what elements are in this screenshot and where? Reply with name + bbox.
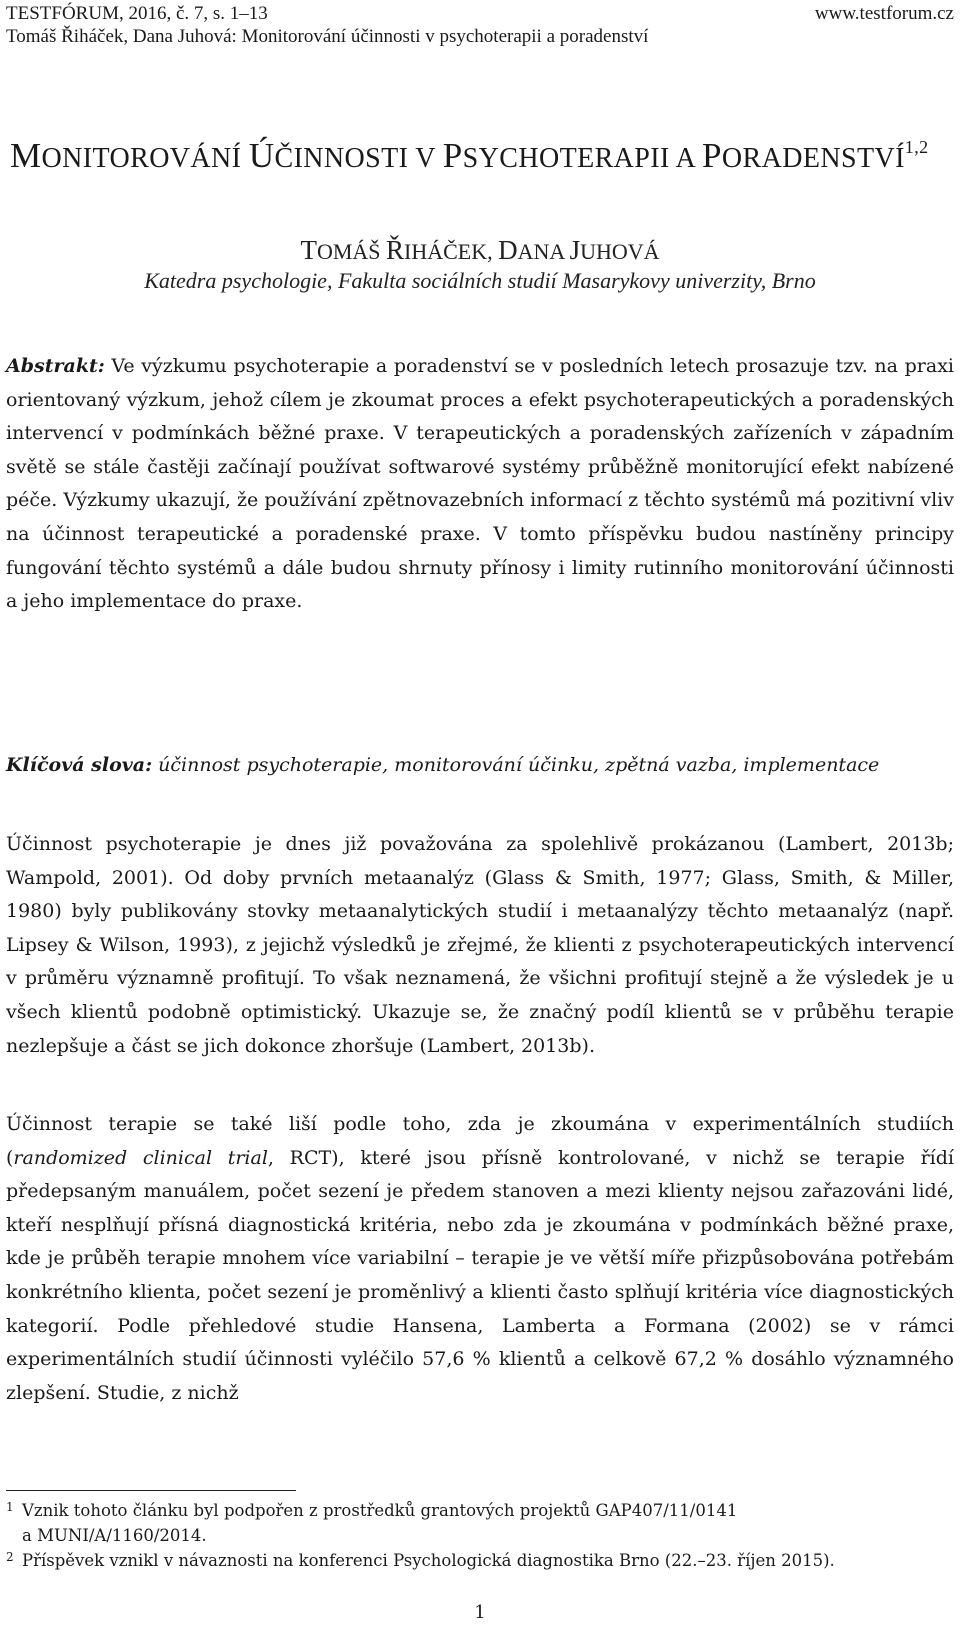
title-part: ČINNOSTI V xyxy=(274,143,443,174)
footnote-text: a MUNI/A/1160/2014. xyxy=(22,1526,207,1545)
running-title: Tomáš Řiháček, Dana Juhová: Monitorování účinnosti v psychoterapii a poradenství xyxy=(6,26,649,47)
title-footnote-ref: 1,2 xyxy=(904,137,929,157)
paragraph-text: , RCT), které jsou přísně kontrolované, v nichž se terapie řídí předepsaným manuálem, počet sezení je předem stanoven a mezi klienty nejsou zařazováni lidé, kteří nesplňují přísná diagnostická kritéria, nebo zda je zkoumána v podmínkách běžné praxe, kde je průběh terapie mnohem více variabilní – terapie je ve větší míře přizpůsobována potřebám konkrétního klienta, počet sezení je proměnlivý a klienti často splňují kritéria více diagnostických kategorií. Podle přehledové studie Hansena, Lamberta a Formana (2002) se v rámci experimentálních studií účinnosti vyléčilo 57,6 % klientů a celkově 67,2 % dosáhlo významného zlepšení. Studie, z nichž xyxy=(6,1146,954,1404)
author-initial: J xyxy=(569,235,581,265)
page-number: 1 xyxy=(474,1602,486,1623)
footnote-mark: 2 xyxy=(6,1550,14,1564)
abstract-text: Ve výzkumu psychoterapie a poradenství se v posledních letech prosazuje tzv. na praxi orientovaný výzkum, jehož cílem je zkoumat proces a efekt psychoterapeutických a poradenských intervencí v podmínkách běžné praxe. V terapeutických a poradenských zařízeních v západním světě se stále častěji začínají používat softwarové systémy průběžně monitorující efekt nabízené péče. Výzkumy ukazují, že používání zpětnovazebních informací z těchto systémů má pozitivní vliv na účinnost terapeutické a poradenské praxe. V tomto příspěvku budou nastíněny principy fungování těchto systémů a dále budou shrnuty přínosy i limity rutinního monitorování účinnosti a jeho implementace do praxe. xyxy=(6,355,954,613)
article-title xyxy=(10,136,950,176)
author-initial: D xyxy=(498,235,518,265)
footnotes xyxy=(6,1498,954,1573)
footnote-mark: 1 xyxy=(6,1500,14,1514)
title-initial: M xyxy=(10,136,42,175)
body-paragraph-2 xyxy=(6,1108,954,1410)
paragraph-italic-term: randomized clinical trial xyxy=(13,1146,268,1169)
footnote-1 xyxy=(6,1498,954,1548)
author-initial: Ř xyxy=(386,235,405,265)
keywords xyxy=(6,748,954,782)
footnote-2 xyxy=(6,1548,954,1573)
title-part: ONITOROVÁNÍ xyxy=(41,143,249,174)
journal-website: www.testforum.cz xyxy=(814,3,954,24)
author-affiliation: Katedra psychologie, Fakulta sociálních studií Masarykovy univerzity, Brno xyxy=(144,268,816,293)
keywords-text: účinnost psychoterapie, monitorování účinku, zpětná vazba, implementace xyxy=(152,754,880,776)
paragraph-text: Účinnost terapie se také liší podle toho, zda je zkoumána v experimentálních studiích ( xyxy=(6,1113,954,1169)
author-part: IHÁČEK, xyxy=(404,239,499,264)
page-header xyxy=(6,2,954,48)
author-part: ANA xyxy=(517,239,570,264)
abstract xyxy=(6,350,954,619)
footnote-text: Příspěvek vznikl v návaznosti na konferenci Psychologická diagnostika Brno (22.–23. říjen 2015). xyxy=(22,1551,835,1570)
title-initial: Ú xyxy=(248,136,275,175)
title-part: SYCHOTERAPII A xyxy=(462,143,703,174)
title-initial: P xyxy=(702,136,722,175)
title-initial: P xyxy=(442,136,463,175)
footnote-separator xyxy=(6,1490,296,1491)
journal-citation: TESTFÓRUM, 2016, č. 7, s. 1–13 xyxy=(6,3,268,24)
author-part: OMÁŠ xyxy=(316,239,387,264)
title-part: ORADENSTVÍ xyxy=(721,143,905,174)
keywords-label: Klíčová slova: xyxy=(6,754,153,776)
author-list xyxy=(0,235,960,266)
body-paragraph-1: Účinnost psychoterapie je dnes již považována za spolehlivě prokázanou (Lambert, 2013b; Wampold, 2001). Od doby prvních metaanalýz (Glass & Smith, 1977; Glass, Smith, & Miller, 1980) byly publikovány stovky metaanalytických studií i metaanalýzy těchto metaanalýz (např. Lipsey & Wilson, 1993), z jejichž výsledků je zřejmé, že klienti z psychoterapeutických intervencí v průměru významně profitují. To však neznamená, že všichni profitují stejně a že výsledek je u všech klientů podobně optimistický. Ukazuje se, že značný podíl klientů se v průběhu terapie nezlepšuje a část se jich dokonce zhoršuje (Lambert, 2013b). xyxy=(6,833,954,1057)
author-initial: T xyxy=(300,235,317,265)
footnote-text: Vznik tohoto článku byl podpořen z prostředků grantových projektů GAP407/11/0141 xyxy=(22,1501,738,1520)
abstract-label: Abstrakt: xyxy=(6,355,105,377)
author-part: UHOVÁ xyxy=(580,239,660,264)
